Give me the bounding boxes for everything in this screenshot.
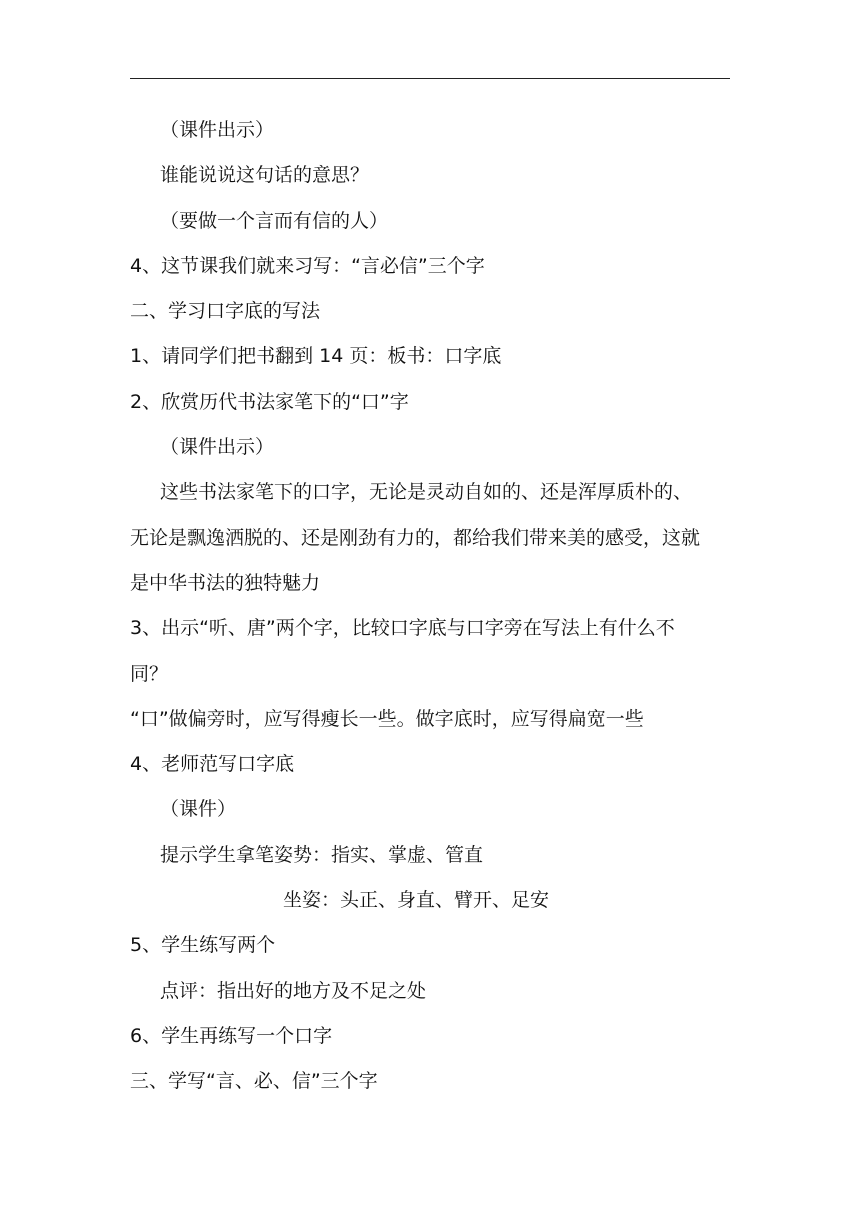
paragraph-line: 这些书法家笔下的口字，无论是灵动自如的、还是浑厚质朴的、 [160,481,693,504]
text-line-answer: （要做一个言而有信的人） [160,209,389,232]
text-line-comment: 点评：指出好的地方及不足之处 [160,979,427,1002]
document-body [130,108,730,1105]
text-line-question: 谁能说说这句话的意思？ [160,164,370,187]
text-line-item-4b: 4、老师范写口字底 [130,753,295,776]
text-line-courseware-1: （课件出示） [160,119,275,141]
text-line-item-6: 6、学生再练写一个口字 [130,1024,333,1047]
header-rule [130,78,730,79]
paragraph-line: 是中华书法的独特魅力 [130,571,321,594]
section-heading-3: 三、学写“言、必、信”三个字 [130,1070,378,1093]
paragraph-line: 3、出示“听、唐”两个字，比较口字底与口字旁在写法上有什么不 [130,617,675,640]
paragraph-line: 同？ [130,662,169,685]
text-line-courseware-3: （课件） [160,798,237,821]
paragraph-calligraphy [130,470,730,606]
section-heading-2: 二、学习口字底的写法 [130,300,321,323]
text-line-item-4: 4、这节课我们就来习写：“言必信”三个字 [130,254,485,277]
text-line-item-1: 1、请同学们把书翻到 14 页：板书：口字底 [130,345,502,368]
text-line-item-5: 5、学生练写两个 [130,934,276,957]
text-line-pen-posture: 提示学生拿笔姿势：指实、掌虚、管直 [160,843,484,866]
text-line-sitting-posture: 坐姿：头正、身直、臂开、足安 [283,889,550,912]
paragraph-line: 无论是飘逸洒脱的、还是刚劲有力的，都给我们带来美的感受，这就 [130,526,701,549]
paragraph-compare [130,606,730,697]
text-line-radical-note: “口”做偏旁时，应写得瘦长一些。做字底时，应写得扁宽一些 [130,707,644,730]
text-line-item-2: 2、欣赏历代书法家笔下的“口”字 [130,390,409,413]
text-line-courseware-2: （课件出示） [160,436,275,459]
